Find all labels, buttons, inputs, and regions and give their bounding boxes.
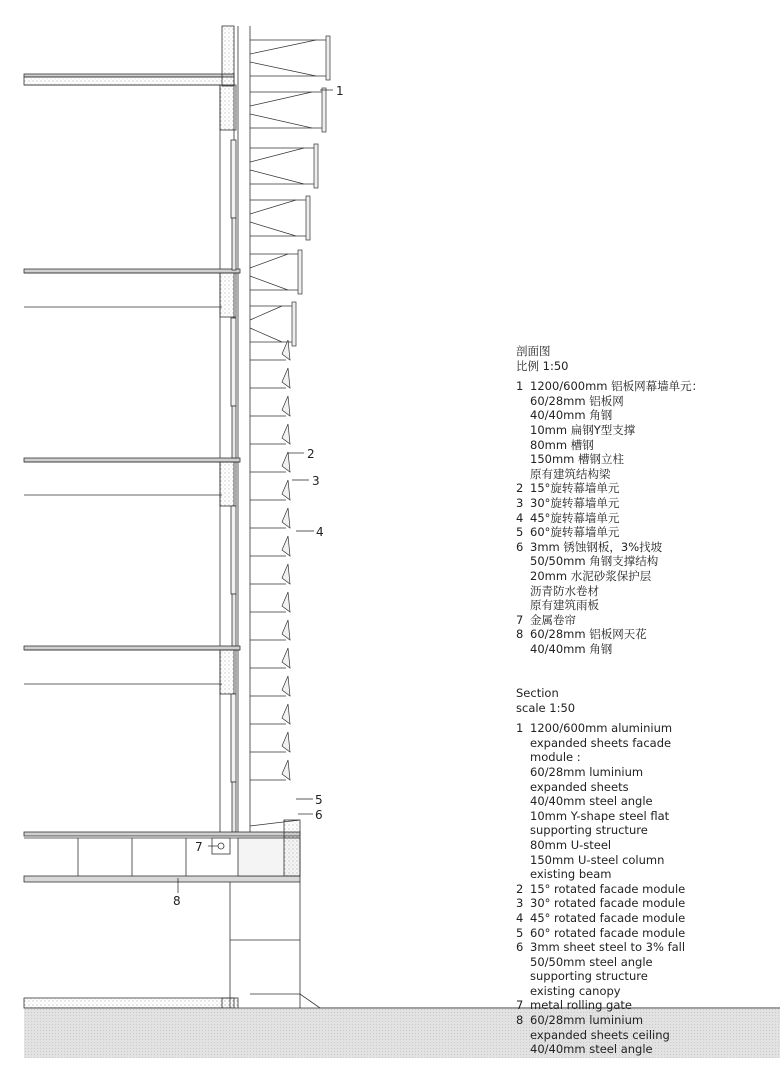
legend-item: 3 30° rotated facade module — [516, 896, 686, 911]
legend-english — [516, 686, 774, 1057]
callout-4: 4 — [316, 525, 324, 539]
legend-item: 4 45°旋转幕墙单元 — [516, 510, 620, 525]
legend-item: 8 60/28mm luminium expanded sheets ceiling 40/40mm steel angle — [516, 1013, 670, 1057]
callout-3: 3 — [312, 474, 320, 488]
legend-item: 7 metal rolling gate — [516, 998, 632, 1013]
legend-item: 5 60° rotated facade module — [516, 925, 686, 940]
callout-2: 2 — [307, 447, 315, 461]
legend-item: 1 1200/600mm aluminium expanded sheets facade module : 60/28mm luminium expanded sheets 40/40mm steel angle 10mm Y-shape steel flat supporting structure 80mm U-steel 150mm U-steel column existing beam — [516, 721, 673, 882]
legend-item: 2 15° rotated facade module — [516, 881, 686, 896]
callout-numbers — [173, 84, 344, 908]
callout-1: 1 — [336, 84, 344, 98]
legend-item: 7 金属卷帘 — [516, 612, 576, 627]
legend-en-scale: scale 1:50 — [516, 700, 576, 715]
legend-item: 8 60/28mm 铝板网天花 40/40mm 角钢 — [516, 627, 647, 656]
canopy-slab — [24, 832, 300, 836]
legend-item: 4 45° rotated facade module — [516, 910, 686, 925]
callout-5: 5 — [315, 793, 323, 807]
callout-7: 7 — [195, 840, 203, 854]
legend-item: 1 1200/600mm 铝板网幕墙单元： 60/28mm 铝板网 40/40mm 角钢 10mm 扁钢Y型支撑 80mm 槽钢 150mm 槽钢立柱 原有建筑结构梁 — [516, 379, 704, 481]
legend-item: 5 60°旋转幕墙单元 — [516, 525, 620, 540]
legend-chinese — [516, 344, 774, 656]
legend-item: 6 3mm sheet steel to 3% fall 50/50mm steel angle supporting structure existing canopy — [516, 940, 686, 998]
legend-item: 6 3mm 锈蚀钢板，3%找坡 50/50mm 角钢支撑结构 20mm 水泥砂浆保护层 沥青防水卷材 原有建筑雨板 — [516, 539, 663, 613]
legend-cn-title: 剖面图 — [516, 344, 551, 358]
roof-slab — [24, 74, 234, 77]
legend-en-title: Section — [516, 686, 559, 700]
callout-8: 8 — [173, 894, 181, 908]
canopy-edge — [284, 820, 300, 876]
facade-modules — [250, 36, 330, 780]
roof-slab-hatch — [24, 77, 234, 85]
legend-item: 3 30°旋转幕墙单元 — [516, 495, 620, 510]
parapet — [222, 26, 234, 86]
legend-item: 2 15°旋转幕墙单元 — [516, 481, 620, 496]
legend-cn-scale: 比例 1:50 — [516, 358, 569, 373]
callout-6: 6 — [315, 808, 323, 822]
legend-en-items — [516, 721, 774, 1057]
legend-cn-items — [516, 379, 774, 656]
